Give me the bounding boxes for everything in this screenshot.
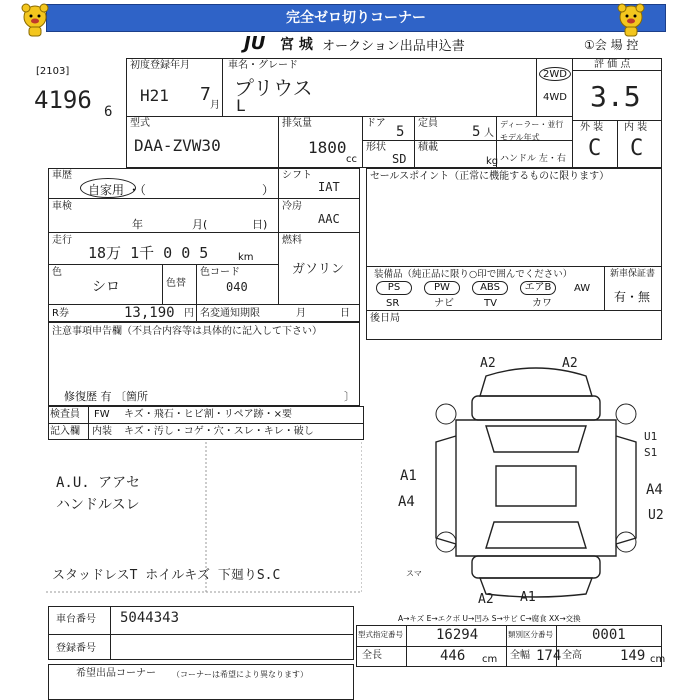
mark-rear-3: スマ [406, 569, 422, 578]
mark-front-2: A2 [562, 356, 578, 371]
inspection-label: 車検 [52, 201, 72, 212]
model-value: DAA-ZVW30 [134, 136, 221, 155]
inner-label: 内装 [92, 426, 112, 437]
shift-value: IAT [318, 180, 340, 194]
score-label: 評 価 点 [594, 59, 631, 70]
exterior-label: 外 装 [580, 122, 604, 133]
note-line-1: A.U. アアセ [56, 475, 141, 491]
recycle-unit: 円 [184, 308, 194, 319]
mascot-right-icon [616, 3, 646, 37]
inspection-day: 日) [252, 218, 268, 231]
recycle-label: R券 [52, 308, 69, 319]
shift-label: シフト [282, 170, 312, 181]
car-name: プリウス [234, 76, 313, 100]
codes-row1: キズ・飛石・ヒビ割・リペア跡・×要 [124, 409, 292, 420]
usage-close: ） [262, 183, 275, 197]
new-warranty-value: 有・無 [614, 290, 651, 304]
doors-value: 5 [396, 124, 405, 140]
request-note: （コーナーは希望により異なります） [172, 670, 308, 679]
first-reg-month: 7 [200, 84, 211, 105]
equip-pw: PW [424, 281, 460, 295]
capacity-value: 5 [472, 124, 481, 140]
model-year-label: モデル年式 [500, 133, 540, 142]
expiry-day: 日 [340, 308, 350, 319]
new-warranty-label: 新車保証書 [610, 269, 656, 279]
inspection-month: 月( [192, 218, 208, 231]
color-code-value: 040 [226, 280, 248, 294]
length-label: 全長 [362, 650, 382, 661]
request-label: 希望出品コーナー [76, 668, 156, 679]
lot-mark: 6 [104, 104, 113, 120]
diagram-legend: A→キズ E→エクボ U→凹み S→サビ C→腐食 XX→交換 [398, 614, 581, 623]
load-label: 積載 [418, 142, 438, 153]
mark-rear-1: A2 [478, 592, 494, 607]
capacity-label: 定員 [418, 118, 438, 129]
chassis-label: 車台番号 [56, 614, 96, 625]
model-no-label: 型式指定番号 [358, 630, 403, 639]
note-line-3: スタッドレスT ホイルキズ 下廻りS.C [52, 568, 281, 583]
length-unit: cm [482, 654, 498, 665]
mark-left-1: A1 [400, 468, 417, 484]
chassis-value: 5044343 [120, 610, 180, 626]
mileage-unit: km [238, 252, 254, 263]
color-value: シロ [92, 279, 120, 295]
note-line-2: ハンドルスレ [56, 497, 140, 513]
model-label: 型式 [130, 118, 150, 129]
registration-label: 登録番号 [56, 643, 96, 654]
ac-value: AAC [318, 212, 340, 226]
equip-navi: ナビ [434, 298, 454, 309]
equip-sr: SR [386, 298, 400, 309]
mark-right-3: U1 [644, 430, 658, 443]
sales-point-label: セールスポイント（正常に機能するものに限ります） [370, 171, 610, 182]
equip-abs: ABS [472, 281, 508, 295]
load-unit: kg [486, 156, 499, 167]
height-value: 149 [620, 648, 646, 664]
repair-close: 〕 [344, 390, 355, 403]
mascot-left-icon [20, 3, 50, 37]
codes-row2: キズ・汚し・コゲ・穴・スレ・キレ・破し [124, 426, 314, 437]
height-unit: cm [650, 654, 666, 665]
banner [46, 4, 666, 32]
expiry-label: 名変通知期限 [200, 308, 260, 319]
equipment-label: 装備品（純正品に限り○印で囲んでください） [374, 269, 573, 280]
afterwards-label: 後日局 [370, 313, 400, 324]
usage-label: 車歴 [52, 170, 72, 181]
shape-label: 形状 [366, 142, 386, 153]
inspection-year: 年 [132, 218, 143, 231]
mark-right-2: U2 [648, 508, 664, 523]
equip-leather: カワ [532, 298, 552, 309]
lot-number: 4196 [34, 86, 92, 114]
entry-label: 記入欄 [50, 426, 80, 437]
fuel-label: 燃料 [282, 235, 302, 246]
banner-title: 完全ゼロ切りコーナー [286, 10, 426, 26]
ju-logo: JU [244, 33, 266, 54]
handle-label: ハンドル 左・右 [500, 154, 566, 164]
displacement-value: 1800 [308, 138, 347, 157]
fw-label: FW [94, 409, 110, 420]
fuel-value: ガソリン [292, 262, 345, 277]
doors-label: ドア [366, 118, 386, 129]
width-label: 全幅 [510, 650, 530, 661]
header-pref: 宮 城 [280, 37, 313, 53]
car-grade: L [236, 96, 246, 115]
ac-label: 冷房 [282, 201, 302, 212]
color-label: 色 [52, 267, 62, 278]
exterior-value: C [588, 136, 602, 161]
model-no-value: 16294 [436, 627, 479, 643]
dealer-label: ディーラー・並行 [500, 120, 564, 129]
mark-rear-2: A1 [520, 590, 536, 605]
mileage-value: 18万 1千 0 0 5 [88, 244, 209, 262]
car-label: 車名・グレード [228, 60, 298, 71]
mark-left-2: A4 [398, 494, 415, 510]
drive-2wd: 2WD [543, 69, 567, 80]
drive-4wd: 4WD [543, 92, 567, 103]
mark-right-4: S1 [644, 446, 658, 459]
first-reg-year: H21 [140, 86, 169, 105]
sales-point-box [366, 168, 662, 340]
mark-front-1: A2 [480, 356, 496, 371]
class-no-label: 類別区分番号 [508, 630, 553, 639]
interior-label: 内 装 [624, 122, 648, 133]
score-value: 3.5 [590, 80, 641, 113]
mileage-label: 走行 [52, 235, 72, 246]
recycle-value: 13,190 [124, 305, 175, 321]
equip-ps: PS [376, 281, 412, 295]
equip-tv: TV [484, 298, 497, 309]
width-value: 174 [536, 648, 562, 664]
mark-right-1: A4 [646, 482, 663, 498]
car-diagram [416, 356, 656, 598]
lot-code: [2103] [36, 66, 70, 77]
first-reg-label: 初度登録年月 [130, 60, 190, 71]
displacement-label: 排気量 [282, 118, 312, 129]
equip-airbag: エアB [520, 281, 556, 295]
venue-copy: ①会 場 控 [584, 38, 639, 52]
usage-value: 自家用 ・（ [88, 183, 146, 197]
color-change-label: 色替 [166, 278, 186, 289]
equip-aw: AW [574, 283, 591, 294]
notes-label: 注意事項申告欄（不具合内容等は具体的に記入して下さい） [52, 326, 322, 337]
form-title: オークション出品申込書 [322, 39, 465, 54]
interior-value: C [630, 136, 644, 161]
class-no-value: 0001 [592, 627, 626, 643]
inspector-label: 検査員 [50, 409, 80, 420]
height-label: 全高 [562, 650, 582, 661]
repair-history: 修復歴 有 〔箇所 [64, 390, 148, 403]
color-code-label: 色コード [200, 267, 240, 278]
shape-value: SD [392, 152, 407, 166]
expiry-month: 月 [296, 308, 306, 319]
first-reg-month-unit: 月 [210, 100, 220, 111]
displacement-unit: cc [346, 154, 357, 165]
length-value: 446 [440, 648, 466, 664]
capacity-unit: 人 [484, 128, 494, 139]
